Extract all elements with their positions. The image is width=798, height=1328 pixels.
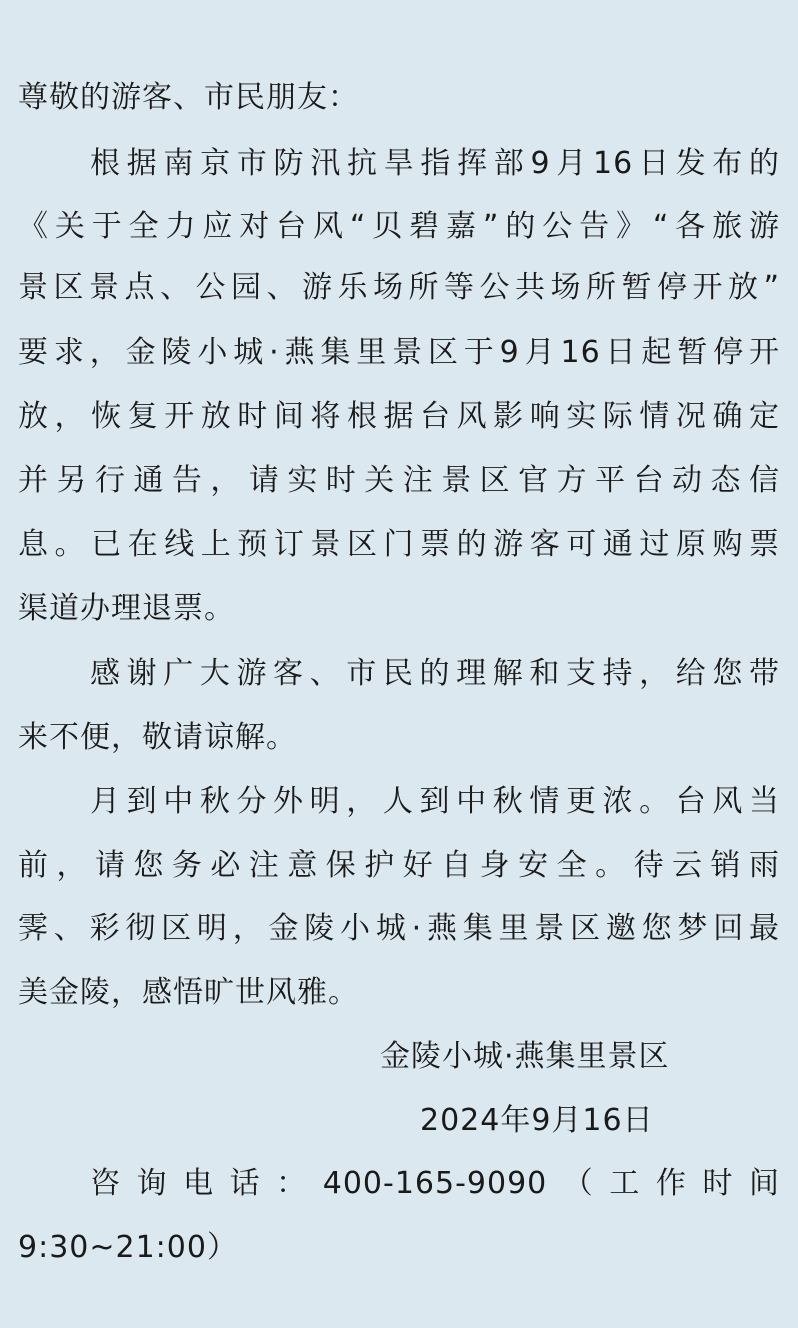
paragraph-1-line: 渠道办理退票。 xyxy=(18,591,235,626)
paragraph-3-line: 美金陵，感悟旷世风雅。 xyxy=(18,975,359,1010)
paragraph-1-line: 并另行通告，请实时关注景区官方平台动态信 xyxy=(18,463,780,498)
paragraph-1-line: 放，恢复开放时间将根据台风影响实际情况确定 xyxy=(18,399,780,434)
paragraph-2-line: 来不便，敬请谅解。 xyxy=(18,720,297,755)
paragraph-1-line: 息。已在线上预订景区门票的游客可通过原购票 xyxy=(18,527,780,562)
paragraph-3-line: 前，请您务必注意保护好自身安全。待云销雨 xyxy=(18,848,780,883)
paragraph-2-line: 感谢广大游客、市民的理解和支持，给您带 xyxy=(90,656,780,691)
paragraph-3-line: 霁、彩彻区明，金陵小城·燕集里景区邀您梦回最 xyxy=(18,911,780,946)
signature: 金陵小城·燕集里景区 xyxy=(380,1039,670,1074)
date: 2024年9月16日 xyxy=(420,1103,654,1138)
paragraph-1-line: 景区景点、公园、游乐场所等公共场所暂停开放” xyxy=(18,270,780,305)
paragraph-1-line: 要求，金陵小城·燕集里景区于9月16日起暂停开 xyxy=(18,335,780,370)
contact-line: 9:30~21:00） xyxy=(18,1230,238,1265)
contact-line: 咨询电话：400-165-9090（工作时间 xyxy=(90,1166,780,1201)
paragraph-3-line: 月到中秋分外明，人到中秋情更浓。台风当 xyxy=(90,784,780,819)
greeting: 尊敬的游客、市民朋友： xyxy=(18,80,359,115)
paragraph-1-line: 《关于全力应对台风“贝碧嘉”的公告》“各旅游 xyxy=(18,209,780,244)
paragraph-1-line: 根据南京市防汛抗旱指挥部9月16日发布的 xyxy=(90,146,780,181)
